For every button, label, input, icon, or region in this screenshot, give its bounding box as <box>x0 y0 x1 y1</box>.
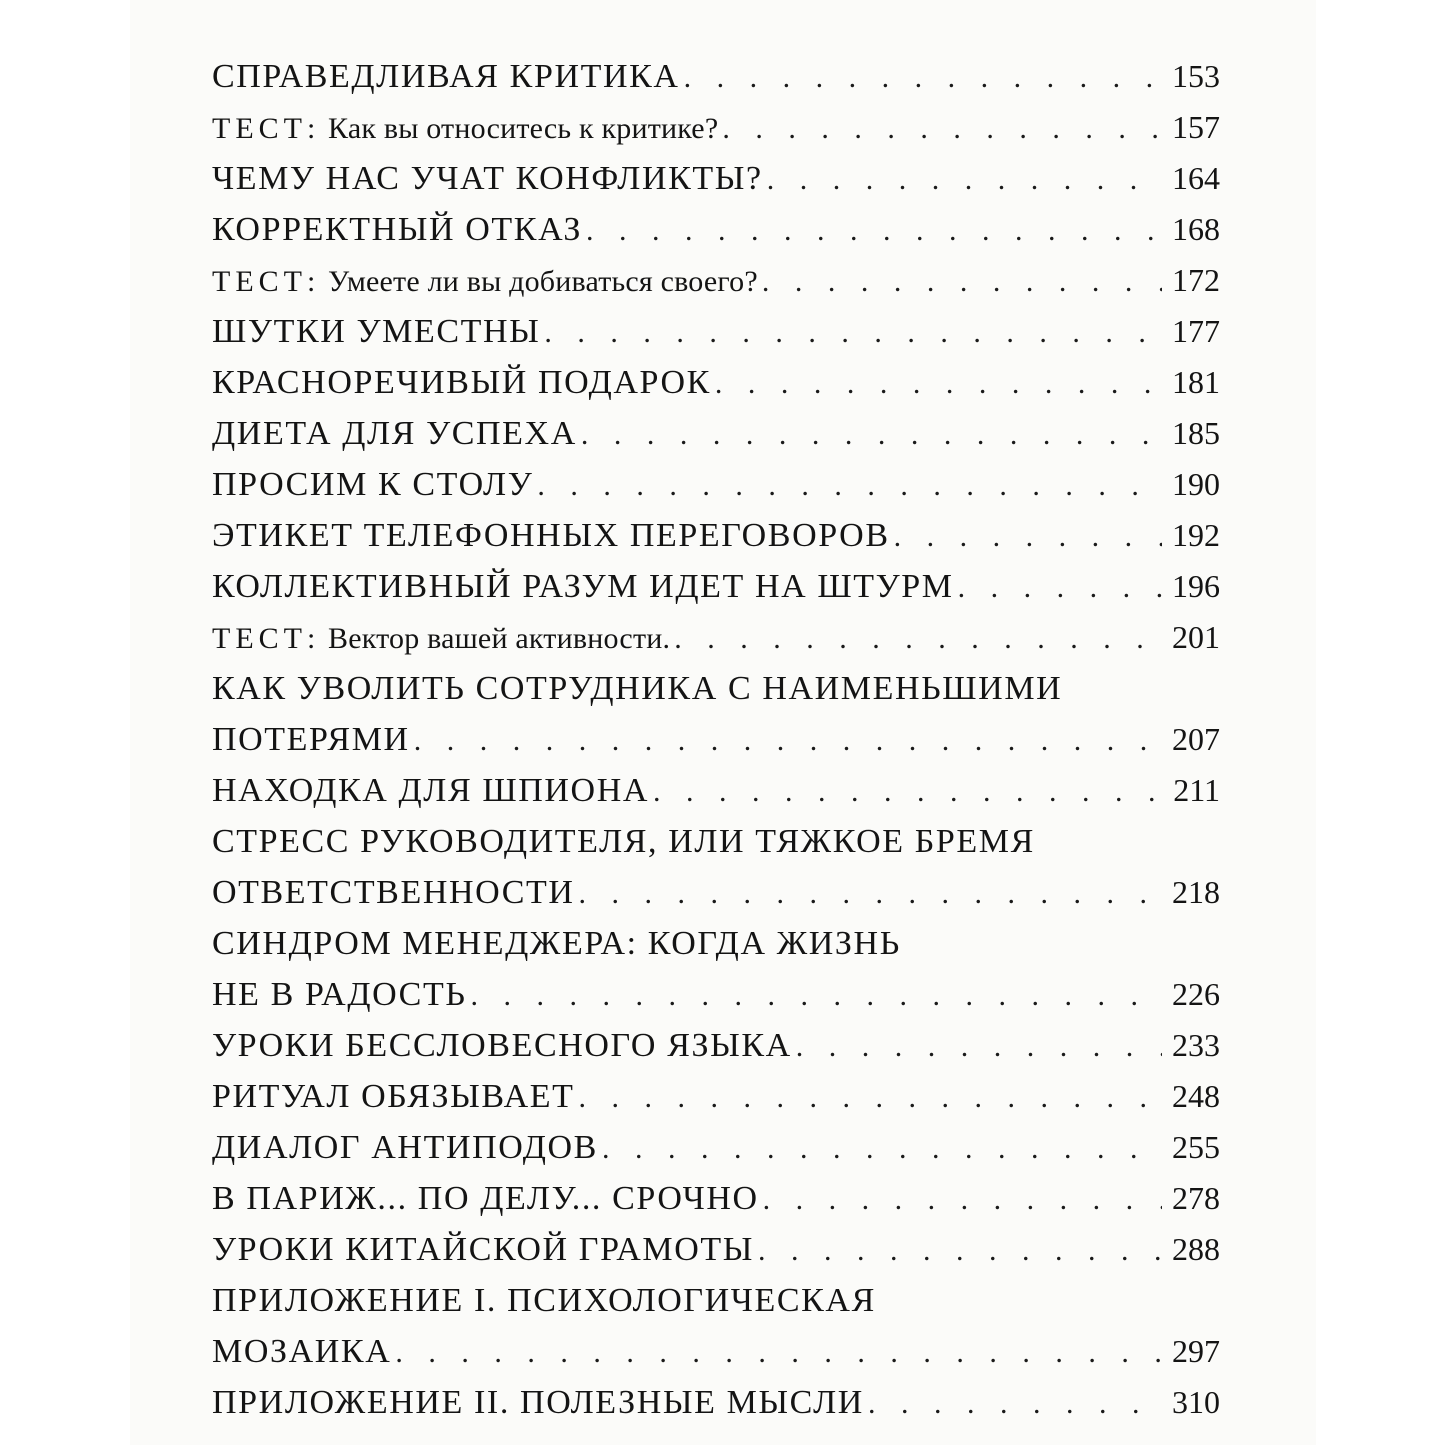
toc-line <box>212 517 1220 568</box>
toc-page-number: 181 <box>1172 364 1220 400</box>
toc-line <box>212 874 1220 925</box>
toc-line <box>212 58 1220 109</box>
toc-entry-title: ДИЕТА ДЛЯ УСПЕХА <box>212 415 577 452</box>
toc-page-number: 207 <box>1172 721 1220 757</box>
toc-line <box>212 1231 1220 1282</box>
toc-entry <box>212 823 1220 925</box>
toc-entry <box>212 364 1220 415</box>
dot-leader <box>537 469 1162 503</box>
toc-entry <box>212 415 1220 466</box>
table-of-contents <box>212 58 1220 1435</box>
toc-page-number: 192 <box>1172 517 1220 553</box>
toc-entry-title: УРОКИ КИТАЙСКОЙ ГРАМОТЫ <box>212 1231 754 1268</box>
toc-entry <box>212 1282 1220 1384</box>
toc-entry-title: КОРРЕКТНЫЙ ОТКАЗ <box>212 211 583 248</box>
toc-line <box>212 1078 1220 1129</box>
dot-leader <box>414 724 1162 758</box>
toc-line <box>212 976 1220 1027</box>
toc-line <box>212 160 1220 211</box>
toc-entry-title: ЧЕМУ НАС УЧАТ КОНФЛИКТЫ? <box>212 160 763 197</box>
toc-entry-title: В ПАРИЖ... ПО ДЕЛУ... СРОЧНО <box>212 1180 759 1217</box>
dot-leader <box>674 622 1162 656</box>
toc-page-number: 278 <box>1172 1180 1220 1216</box>
toc-line <box>212 1027 1220 1078</box>
toc-entry <box>212 568 1220 619</box>
toc-line <box>212 772 1220 823</box>
toc-line <box>212 262 1220 313</box>
toc-entry <box>212 109 1220 160</box>
test-title: Вектор вашей активности. <box>328 622 671 655</box>
test-title: Умеете ли вы добиваться своего? <box>328 265 758 298</box>
toc-entry <box>212 262 1220 313</box>
toc-page-number: 310 <box>1172 1384 1220 1420</box>
toc-entry <box>212 1231 1220 1282</box>
toc-entry-title: УРОКИ БЕССЛОВЕСНОГО ЯЗЫКА <box>212 1027 792 1064</box>
toc-entry-title: ШУТКИ УМЕСТНЫ <box>212 313 541 350</box>
toc-line <box>212 925 1220 976</box>
toc-page-number: 190 <box>1172 466 1220 502</box>
dot-leader <box>578 1081 1162 1115</box>
toc-entry-title: ДИАЛОГ АНТИПОДОВ <box>212 1129 598 1166</box>
dot-leader <box>581 418 1162 452</box>
toc-entry-title-continued: НЕ В РАДОСТЬ <box>212 976 467 1013</box>
toc-line <box>212 823 1220 874</box>
toc-page-number: 226 <box>1172 976 1220 1012</box>
toc-line <box>212 415 1220 466</box>
toc-entry-title <box>212 265 758 299</box>
toc-page-number: 157 <box>1172 109 1220 145</box>
toc-entry-title: КРАСНОРЕЧИВЫЙ ПОДАРОК <box>212 364 711 401</box>
dot-leader <box>602 1132 1162 1166</box>
toc-entry-title <box>212 112 718 146</box>
toc-entry <box>212 1129 1220 1180</box>
dot-leader <box>958 571 1162 605</box>
toc-page-number: 196 <box>1172 568 1220 604</box>
toc-page-number: 185 <box>1172 415 1220 451</box>
toc-entry <box>212 772 1220 823</box>
toc-entry-title: РИТУАЛ ОБЯЗЫВАЕТ <box>212 1078 575 1115</box>
toc-entry <box>212 1180 1220 1231</box>
dot-leader <box>684 61 1162 95</box>
dot-leader <box>715 367 1162 401</box>
toc-entry-title: СТРЕСС РУКОВОДИТЕЛЯ, ИЛИ ТЯЖКОЕ БРЕМЯ <box>212 823 1035 860</box>
toc-entry <box>212 58 1220 109</box>
toc-line <box>212 313 1220 364</box>
toc-page-number: 177 <box>1172 313 1220 349</box>
toc-page-number: 288 <box>1172 1231 1220 1267</box>
toc-line <box>212 1129 1220 1180</box>
toc-line <box>212 364 1220 415</box>
toc-line <box>212 109 1220 160</box>
toc-entry <box>212 1384 1220 1435</box>
toc-entry <box>212 1078 1220 1129</box>
dot-leader <box>395 1336 1162 1370</box>
toc-entry-title: КАК УВОЛИТЬ СОТРУДНИКА С НАИМЕНЬШИМИ <box>212 670 1063 707</box>
toc-page-number: 172 <box>1172 262 1220 298</box>
test-label: ТЕСТ: <box>212 112 321 145</box>
toc-entry-title: ЭТИКЕТ ТЕЛЕФОННЫХ ПЕРЕГОВОРОВ <box>212 517 890 554</box>
dot-leader <box>653 775 1162 809</box>
toc-line <box>212 1282 1220 1333</box>
toc-entry-title: СПРАВЕДЛИВАЯ КРИТИКА <box>212 58 680 95</box>
toc-entry-title <box>212 622 670 656</box>
toc-line <box>212 1333 1220 1384</box>
toc-line <box>212 619 1220 670</box>
dot-leader <box>586 214 1162 248</box>
toc-page-number: 153 <box>1172 58 1220 94</box>
toc-line <box>212 568 1220 619</box>
test-label: ТЕСТ: <box>212 265 321 298</box>
dot-leader <box>579 877 1162 911</box>
toc-line <box>212 466 1220 517</box>
toc-entry <box>212 1027 1220 1078</box>
toc-entry-title: ПРИЛОЖЕНИЕ II. ПОЛЕЗНЫЕ МЫСЛИ <box>212 1384 864 1421</box>
dot-leader <box>544 316 1162 350</box>
toc-line <box>212 211 1220 262</box>
toc-entry-title: ПРОСИМ К СТОЛУ <box>212 466 534 503</box>
toc-page-number: 211 <box>1173 772 1220 808</box>
toc-page-number: 255 <box>1172 1129 1220 1165</box>
dot-leader <box>470 979 1162 1013</box>
toc-page-number: 297 <box>1172 1333 1220 1369</box>
toc-entry-title: КОЛЛЕКТИВНЫЙ РАЗУМ ИДЕТ НА ШТУРМ <box>212 568 954 605</box>
dot-leader <box>758 1234 1162 1268</box>
toc-page-number: 248 <box>1172 1078 1220 1114</box>
test-title: Как вы относитесь к критике? <box>328 112 719 145</box>
dot-leader <box>894 520 1162 554</box>
toc-page-number: 168 <box>1172 211 1220 247</box>
toc-page-number: 218 <box>1172 874 1220 910</box>
toc-entry-title: СИНДРОМ МЕНЕДЖЕРА: КОГДА ЖИЗНЬ <box>212 925 901 962</box>
toc-line <box>212 1384 1220 1435</box>
toc-line <box>212 670 1220 721</box>
toc-entry <box>212 619 1220 670</box>
dot-leader <box>762 265 1162 299</box>
toc-entry <box>212 211 1220 262</box>
dot-leader <box>763 1183 1162 1217</box>
toc-page-number: 233 <box>1172 1027 1220 1063</box>
dot-leader <box>868 1387 1162 1421</box>
toc-entry <box>212 313 1220 364</box>
toc-page-number: 201 <box>1172 619 1220 655</box>
toc-entry <box>212 517 1220 568</box>
toc-entry-title-continued: ОТВЕТСТВЕННОСТИ <box>212 874 575 911</box>
toc-entry <box>212 670 1220 772</box>
toc-entry <box>212 466 1220 517</box>
toc-entry-title-continued: МОЗАИКА <box>212 1333 392 1370</box>
toc-entry-title: ПРИЛОЖЕНИЕ I. ПСИХОЛОГИЧЕСКАЯ <box>212 1282 876 1319</box>
toc-entry <box>212 925 1220 1027</box>
toc-entry <box>212 160 1220 211</box>
toc-line <box>212 721 1220 772</box>
toc-entry-title-continued: ПОТЕРЯМИ <box>212 721 410 758</box>
dot-leader <box>796 1030 1162 1064</box>
toc-entry-title: НАХОДКА ДЛЯ ШПИОНА <box>212 772 650 809</box>
dot-leader <box>722 112 1162 146</box>
toc-line <box>212 1180 1220 1231</box>
toc-page-number: 164 <box>1172 160 1220 196</box>
test-label: ТЕСТ: <box>212 622 321 655</box>
dot-leader <box>767 163 1162 197</box>
